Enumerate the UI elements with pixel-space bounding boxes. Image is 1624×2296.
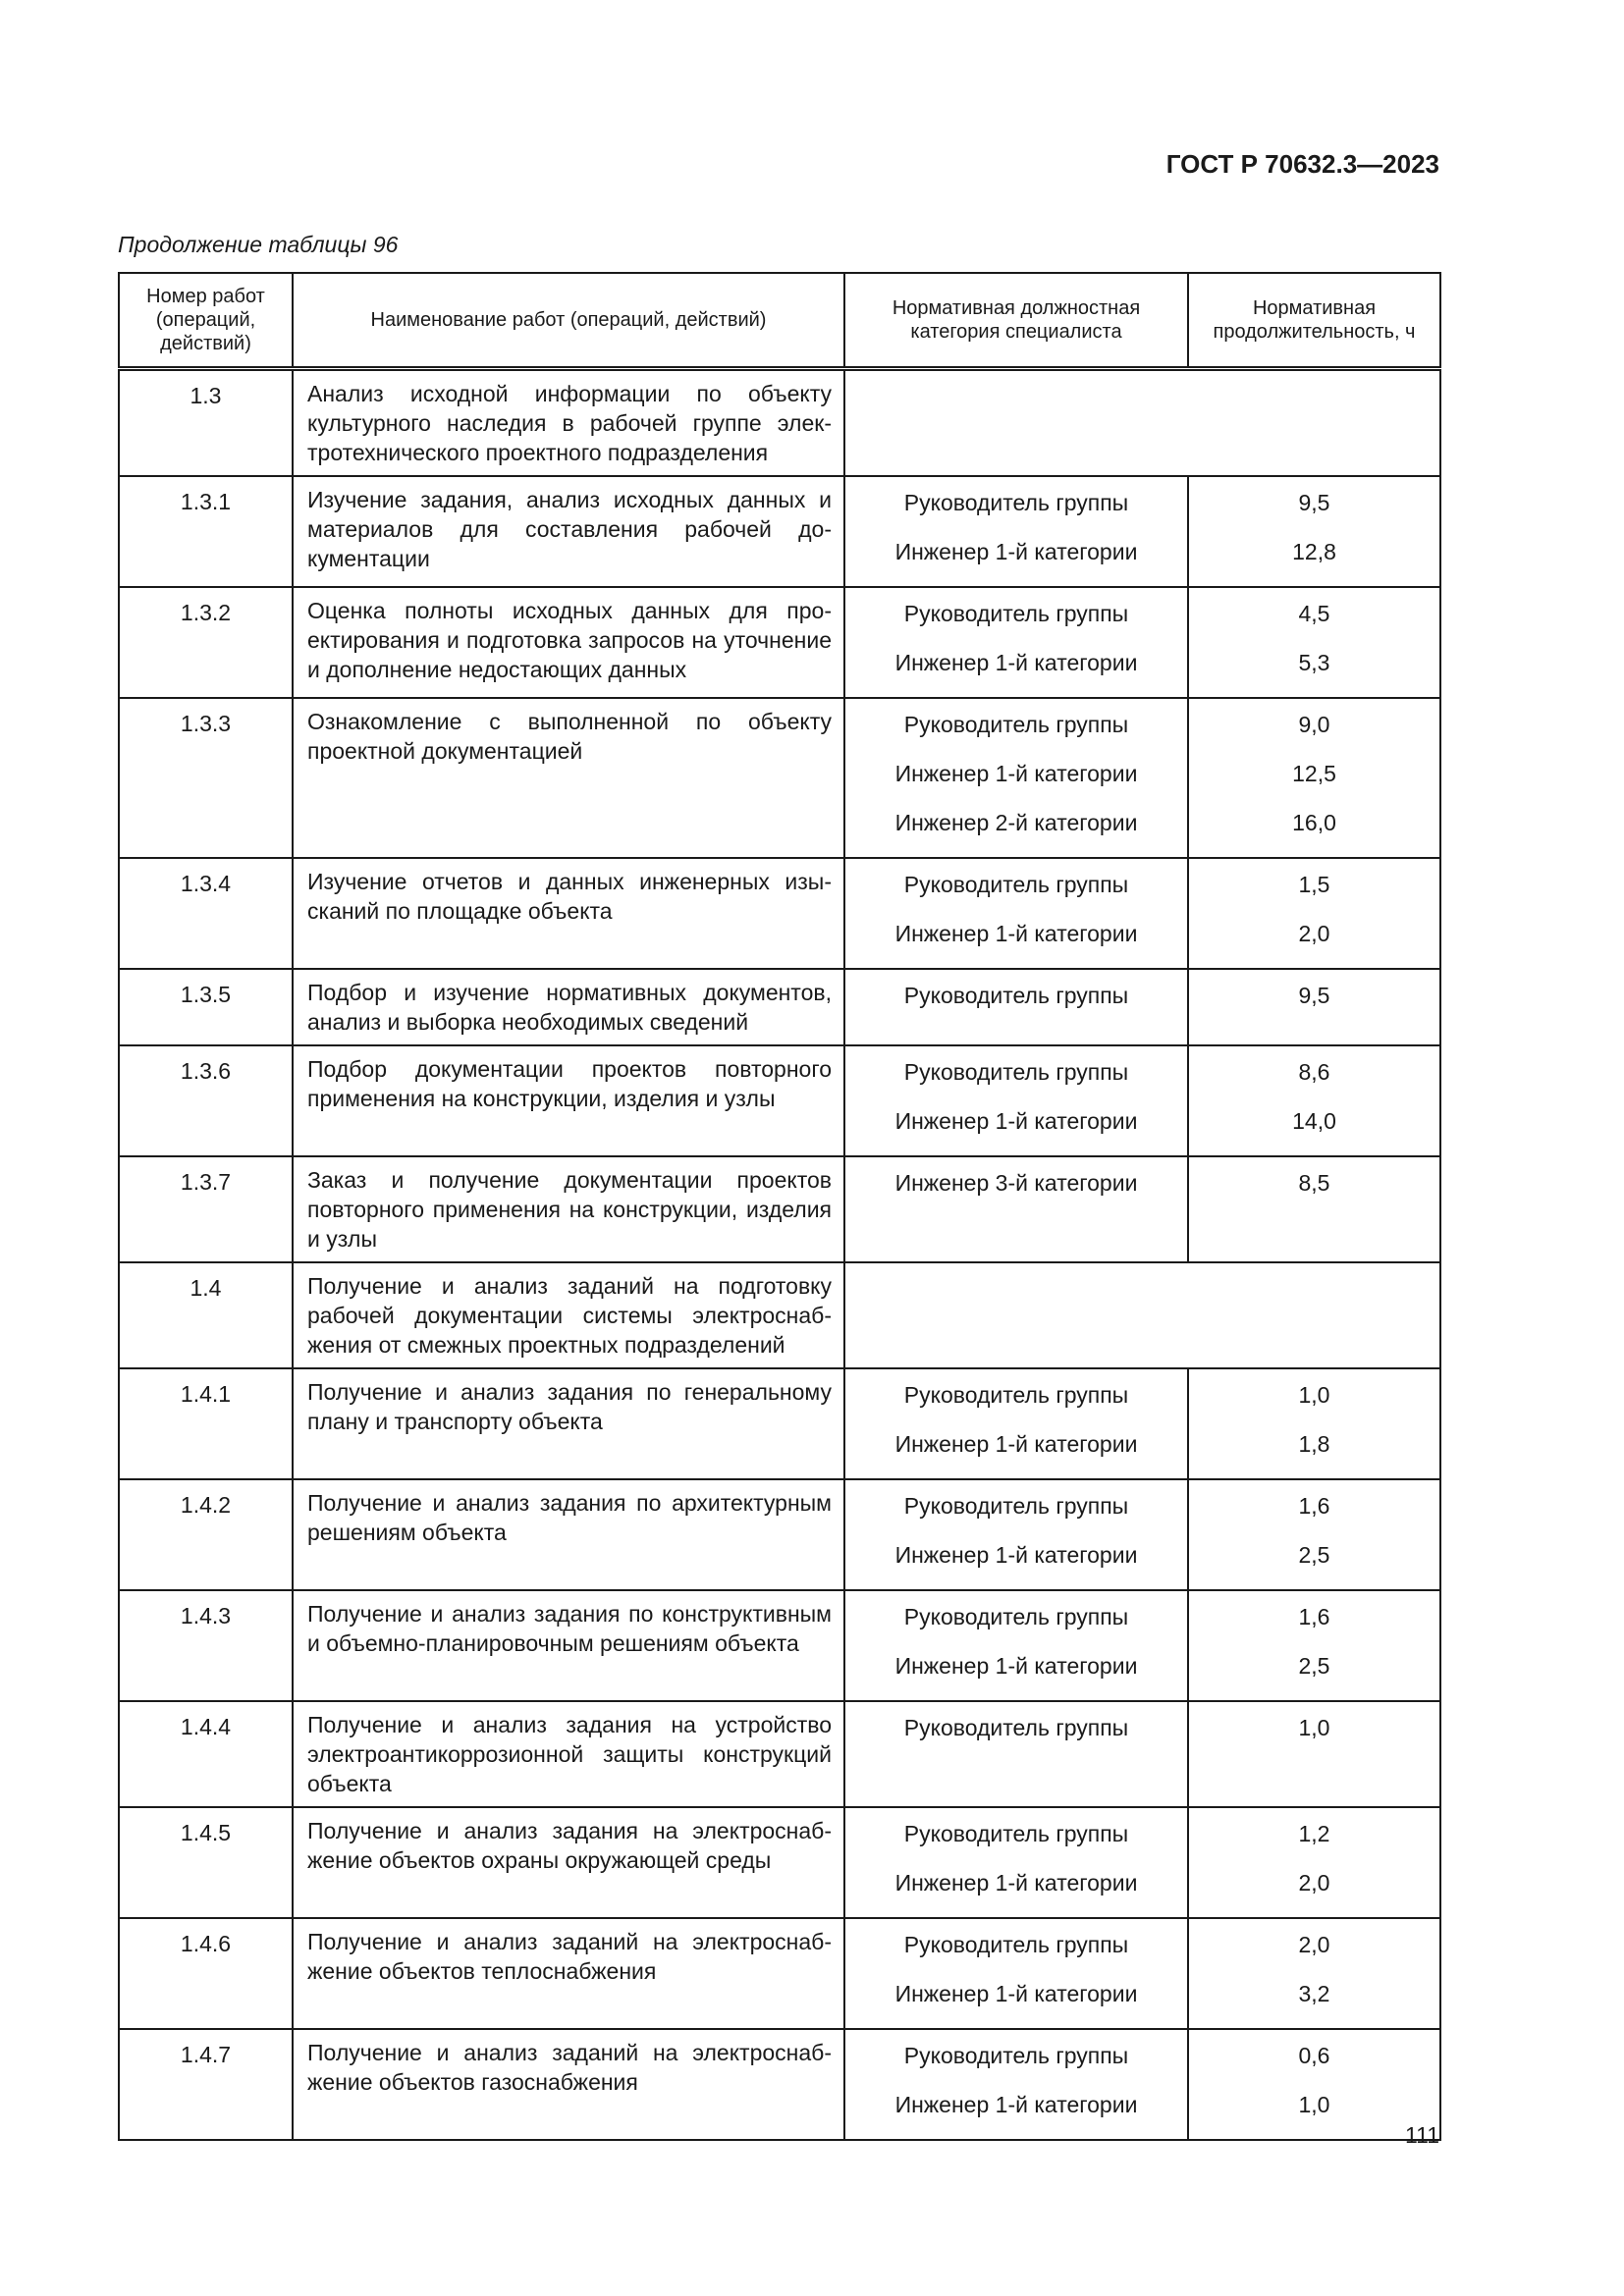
table-caption: Продолжение таблицы 96 xyxy=(118,232,399,257)
work-name: Подбор документации проектов повторного применения на конструкции, изделия и узлы xyxy=(293,1045,844,1156)
specialist-category: Руководитель группы xyxy=(903,1604,1129,1629)
duration-cell xyxy=(1188,1156,1440,1262)
category-cell xyxy=(844,969,1188,1045)
duration-cell xyxy=(1188,587,1440,698)
duration-cell xyxy=(1188,1807,1440,1918)
specialist-category: Руководитель группы xyxy=(903,490,1129,515)
duration-value: 2,5 xyxy=(1298,1542,1330,1568)
group-empty-cell xyxy=(844,1262,1440,1368)
category-cell xyxy=(844,2029,1188,2140)
duration-cell xyxy=(1188,1368,1440,1479)
category-cell xyxy=(844,698,1188,858)
norms-table xyxy=(118,272,1441,2141)
duration-cell xyxy=(1188,969,1440,1045)
specialist-category: Инженер 1-й категории xyxy=(894,2092,1138,2117)
category-cell xyxy=(844,1918,1188,2029)
work-name: Заказ и получение документации проектов повторного применения на конструкции, изделия и узлы xyxy=(293,1156,844,1262)
table-row xyxy=(119,1262,1440,1368)
row-number: 1.4.4 xyxy=(119,1701,293,1807)
duration-cell xyxy=(1188,2029,1440,2140)
specialist-category: Инженер 1-й категории xyxy=(894,1981,1138,2006)
column-header-name: Наименование работ (операций, действий) xyxy=(293,273,844,369)
row-number: 1.4.7 xyxy=(119,2029,293,2140)
group-empty-cell xyxy=(844,369,1440,477)
row-number: 1.4.2 xyxy=(119,1479,293,1590)
row-number: 1.4 xyxy=(119,1262,293,1368)
specialist-category: Инженер 3-й категории xyxy=(894,1170,1138,1196)
table-row xyxy=(119,2029,1440,2140)
work-name: Получение и анализ задания на электроснабжение объектов охраны окружающей среды xyxy=(293,1807,844,1918)
work-name: Получение и анализ задания по архитектурным решениям объекта xyxy=(293,1479,844,1590)
category-cell xyxy=(844,858,1188,969)
specialist-category: Инженер 1-й категории xyxy=(894,650,1138,675)
table-row xyxy=(119,369,1440,477)
table-row xyxy=(119,587,1440,698)
duration-value: 2,0 xyxy=(1298,1870,1330,1896)
specialist-category: Руководитель группы xyxy=(903,712,1129,737)
duration-value: 9,5 xyxy=(1298,490,1330,515)
duration-value: 1,2 xyxy=(1298,1821,1330,1846)
table-row xyxy=(119,969,1440,1045)
specialist-category: Руководитель группы xyxy=(903,1932,1129,1957)
standard-code: ГОСТ Р 70632.3—2023 xyxy=(1165,149,1439,179)
category-cell xyxy=(844,1590,1188,1701)
page-number: 111 xyxy=(1405,2122,1439,2148)
duration-value: 2,5 xyxy=(1298,1653,1330,1679)
work-name: Изучение отчетов и данных инженерных изысканий по площадке объекта xyxy=(293,858,844,969)
duration-cell xyxy=(1188,1701,1440,1807)
work-name: Изучение задания, анализ исходных данных и материалов для составления рабочей документации xyxy=(293,476,844,587)
column-header-number: Номер работ (операций, действий) xyxy=(119,273,293,369)
specialist-category: Руководитель группы xyxy=(903,1715,1129,1740)
row-number: 1.3.2 xyxy=(119,587,293,698)
specialist-category: Руководитель группы xyxy=(903,872,1129,897)
work-name: Получение и анализ заданий на электроснабжение объектов теплоснабжения xyxy=(293,1918,844,2029)
work-name: Анализ исходной информации по объекту культурного наследия в рабочей группе электротехнического проектного подразделения xyxy=(293,369,844,477)
category-cell xyxy=(844,1807,1188,1918)
row-number: 1.3 xyxy=(119,369,293,477)
row-number: 1.3.3 xyxy=(119,698,293,858)
table-row xyxy=(119,476,1440,587)
specialist-category: Руководитель группы xyxy=(903,1382,1129,1408)
specialist-category: Инженер 1-й категории xyxy=(894,1108,1138,1134)
row-number: 1.4.5 xyxy=(119,1807,293,1918)
duration-value: 14,0 xyxy=(1292,1108,1336,1134)
duration-value: 12,5 xyxy=(1292,761,1336,786)
specialist-category: Руководитель группы xyxy=(903,983,1129,1008)
duration-cell xyxy=(1188,1479,1440,1590)
category-cell xyxy=(844,1479,1188,1590)
row-number: 1.4.3 xyxy=(119,1590,293,1701)
table-row xyxy=(119,1918,1440,2029)
duration-cell xyxy=(1188,1590,1440,1701)
specialist-category: Руководитель группы xyxy=(903,601,1129,626)
category-cell xyxy=(844,1701,1188,1807)
row-number: 1.3.1 xyxy=(119,476,293,587)
duration-value: 2,0 xyxy=(1298,921,1330,946)
row-number: 1.3.5 xyxy=(119,969,293,1045)
duration-value: 1,0 xyxy=(1298,1715,1330,1740)
duration-value: 1,8 xyxy=(1298,1431,1330,1457)
work-name: Получение и анализ задания на устройство электроантикоррозионной защиты конструкций объекта xyxy=(293,1701,844,1807)
duration-cell xyxy=(1188,1045,1440,1156)
duration-value: 0,6 xyxy=(1298,2043,1330,2068)
work-name: Получение и анализ задания по конструктивным и объемно-планировочным решениям объекта xyxy=(293,1590,844,1701)
duration-value: 1,0 xyxy=(1298,1382,1330,1408)
specialist-category: Инженер 1-й категории xyxy=(894,1653,1138,1679)
specialist-category: Руководитель группы xyxy=(903,2043,1129,2068)
specialist-category: Инженер 1-й категории xyxy=(894,1870,1138,1896)
specialist-category: Инженер 1-й категории xyxy=(894,761,1138,786)
category-cell xyxy=(844,1368,1188,1479)
duration-value: 9,0 xyxy=(1298,712,1330,737)
work-name: Оценка полноты исходных данных для проектирования и подготовка запросов на уточнение и дополнение недостающих данных xyxy=(293,587,844,698)
duration-cell xyxy=(1188,698,1440,858)
table-row xyxy=(119,1590,1440,1701)
specialist-category: Инженер 2-й категории xyxy=(894,810,1138,835)
table-row xyxy=(119,858,1440,969)
duration-value: 1,6 xyxy=(1298,1493,1330,1519)
row-number: 1.3.7 xyxy=(119,1156,293,1262)
category-cell xyxy=(844,587,1188,698)
table-header-row xyxy=(119,273,1440,369)
table-row xyxy=(119,1045,1440,1156)
table-row xyxy=(119,1156,1440,1262)
work-name: Получение и анализ задания по генеральному плану и транспорту объекта xyxy=(293,1368,844,1479)
column-header-duration: Нормативная продолжительность, ч xyxy=(1188,273,1440,369)
duration-value: 3,2 xyxy=(1298,1981,1330,2006)
category-cell xyxy=(844,476,1188,587)
table-row xyxy=(119,1368,1440,1479)
specialist-category: Руководитель группы xyxy=(903,1059,1129,1085)
duration-value: 5,3 xyxy=(1298,650,1330,675)
table-row xyxy=(119,1701,1440,1807)
column-header-category: Нормативная должностная категория специалиста xyxy=(844,273,1188,369)
duration-value: 1,0 xyxy=(1298,2092,1330,2117)
row-number: 1.4.1 xyxy=(119,1368,293,1479)
duration-value: 9,5 xyxy=(1298,983,1330,1008)
table-row xyxy=(119,698,1440,858)
duration-value: 12,8 xyxy=(1292,539,1336,564)
category-cell xyxy=(844,1156,1188,1262)
row-number: 1.3.6 xyxy=(119,1045,293,1156)
specialist-category: Инженер 1-й категории xyxy=(894,921,1138,946)
duration-value: 8,5 xyxy=(1298,1170,1330,1196)
duration-cell xyxy=(1188,476,1440,587)
duration-value: 8,6 xyxy=(1298,1059,1330,1085)
specialist-category: Инженер 1-й категории xyxy=(894,1542,1138,1568)
table-row xyxy=(119,1479,1440,1590)
specialist-category: Руководитель группы xyxy=(903,1821,1129,1846)
duration-value: 1,5 xyxy=(1298,872,1330,897)
work-name: Получение и анализ заданий на электроснабжение объектов газоснабжения xyxy=(293,2029,844,2140)
row-number: 1.3.4 xyxy=(119,858,293,969)
work-name: Ознакомление с выполненной по объекту проектной документацией xyxy=(293,698,844,858)
specialist-category: Инженер 1-й категории xyxy=(894,1431,1138,1457)
specialist-category: Руководитель группы xyxy=(903,1493,1129,1519)
duration-value: 16,0 xyxy=(1292,810,1336,835)
duration-cell xyxy=(1188,1918,1440,2029)
duration-value: 1,6 xyxy=(1298,1604,1330,1629)
work-name: Получение и анализ заданий на подготовку рабочей документации системы электроснабжения от смежных проектных подразделений xyxy=(293,1262,844,1368)
category-cell xyxy=(844,1045,1188,1156)
duration-value: 2,0 xyxy=(1298,1932,1330,1957)
duration-value: 4,5 xyxy=(1298,601,1330,626)
work-name: Подбор и изучение нормативных документов, анализ и выборка необходимых сведений xyxy=(293,969,844,1045)
table-row xyxy=(119,1807,1440,1918)
duration-cell xyxy=(1188,858,1440,969)
row-number: 1.4.6 xyxy=(119,1918,293,2029)
specialist-category: Инженер 1-й категории xyxy=(894,539,1138,564)
